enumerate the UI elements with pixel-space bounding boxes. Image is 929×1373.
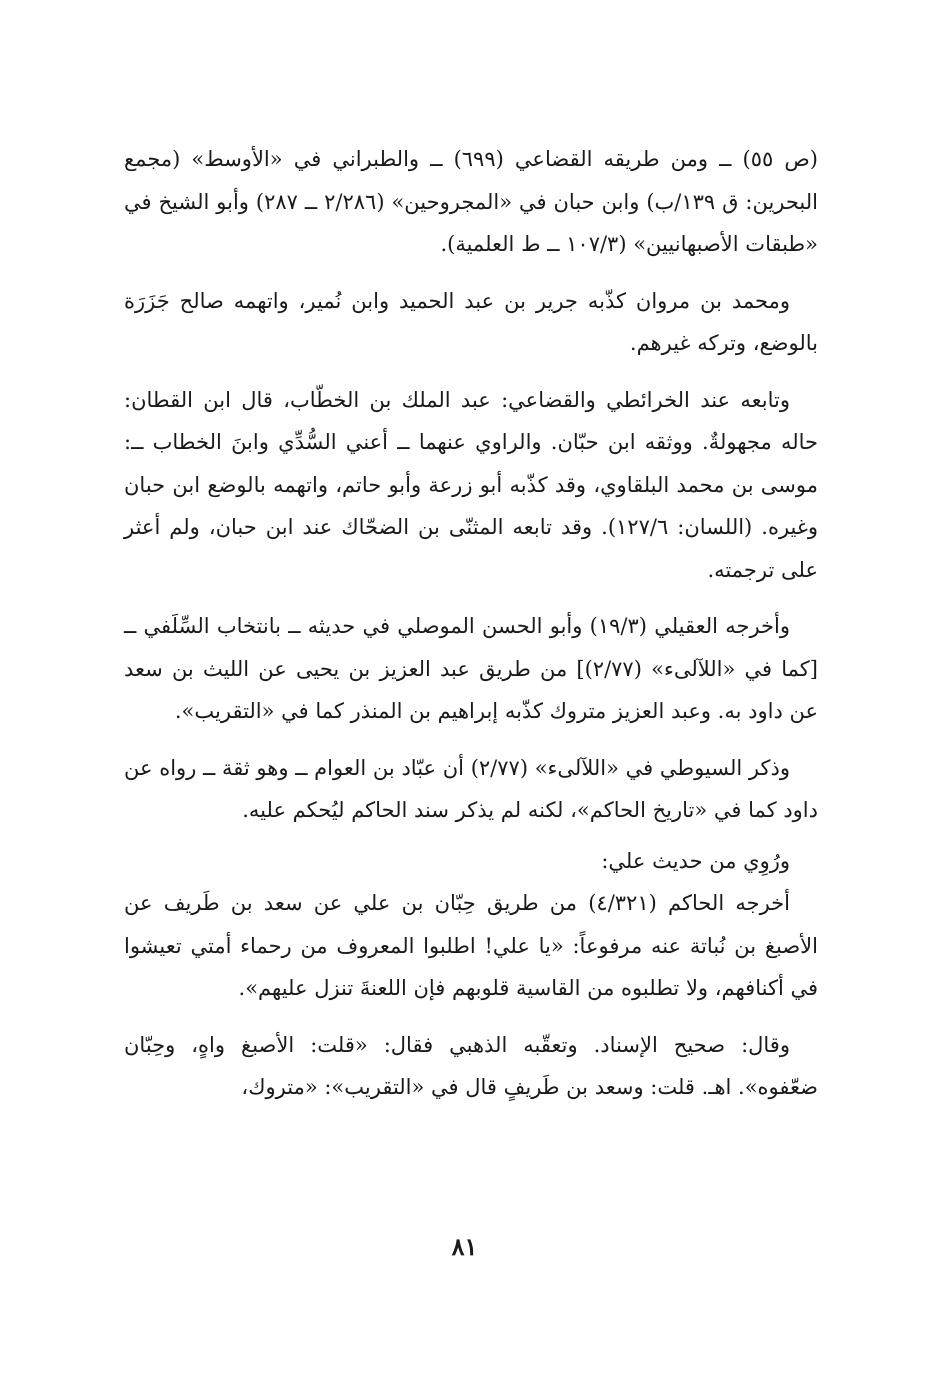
paragraph-7: أخرجه الحاكم (٤/٣٢١) من طريق حِبّان بن علي عن سعد بن طَريف عن الأصبغ بن نُباتة عنه مرفوعاً: «يا علي! اطلبوا المعروف من رحماء أمتي تعيشوا في أكنافهم، ولا تطلبوه من القاسية قلوبهم فإن اللعنةَ تنزل عليهم». <box>124 891 818 1000</box>
paragraph-3: وتابعه عند الخرائطي والقضاعي: عبد الملك بن الخطّاب، قال ابن القطان: حاله مجهولةٌ. ووثقه ابن حبّان. والراوي عنهما ــ أعني السُّدِّي وابنَ الخطاب ــ: موسى بن محمد البلقاوي، وقد كذّبه أبو زرعة وأبو حاتم، واتهمه بالوضع ابن حبان وغيره. (اللسان: ١٢٧/٦). وقد تابعه المثنّى بن الضحّاك عند ابن حبان، ولم أعثر على ترجمته. <box>124 387 818 582</box>
paragraph-2: ومحمد بن مروان كذّبه جرير بن عبد الحميد وابن نُمير، واتهمه صالح جَزَرَة بالوضع، وتركه غيرهم. <box>124 288 818 355</box>
paragraph-1: (ص ٥٥) ــ ومن طريقه القضاعي (٦٩٩) ــ والطبراني في «الأوسط» (مجمع البحرين: ق ١٣٩/ب) وابن حبان في «المجروحين» (٢/٢٨٦ ــ ٢٨٧) وأبو الشيخ في «طبقات الأصبهانيين» (١٠٧/٣ ــ ط العلمية). <box>124 147 819 256</box>
paragraph-4: وأخرجه العقيلي (١٩/٣) وأبو الحسن الموصلي في حديثه ــ بانتخاب السِّلَفي ــ [كما في «اللآلىء» (٢/٧٧)] من طريق عبد العزيز بن يحيى عن الليث بن سعد عن داود به. وعبد العزيز متروك كذّبه إبراهيم بن المنذر كما في «التقريب». <box>124 614 818 723</box>
page-number: ٨١ <box>451 1232 478 1261</box>
paragraph-5: وذكر السيوطي في «اللآلىء» (٢/٧٧) أن عبّاد بن العوام ــ وهو ثقة ــ رواه عن داود كما في «تاريخ الحاكم»، لكنه لم يذكر سند الحاكم ليُحكم عليه. <box>124 755 818 822</box>
paragraph-8: وقال: صحيح الإسناد. وتعقّبه الذهبي فقال: «قلت: الأصبغ واهٍ، وحِبّان ضعّفوه». اهـ. قلت: وسعد بن طَريفٍ قال في «التقريب»: «متروك، <box>124 1032 818 1099</box>
paragraph-6: ورُوِي من حديث علي: <box>601 848 790 873</box>
page-body <box>124 138 818 1109</box>
